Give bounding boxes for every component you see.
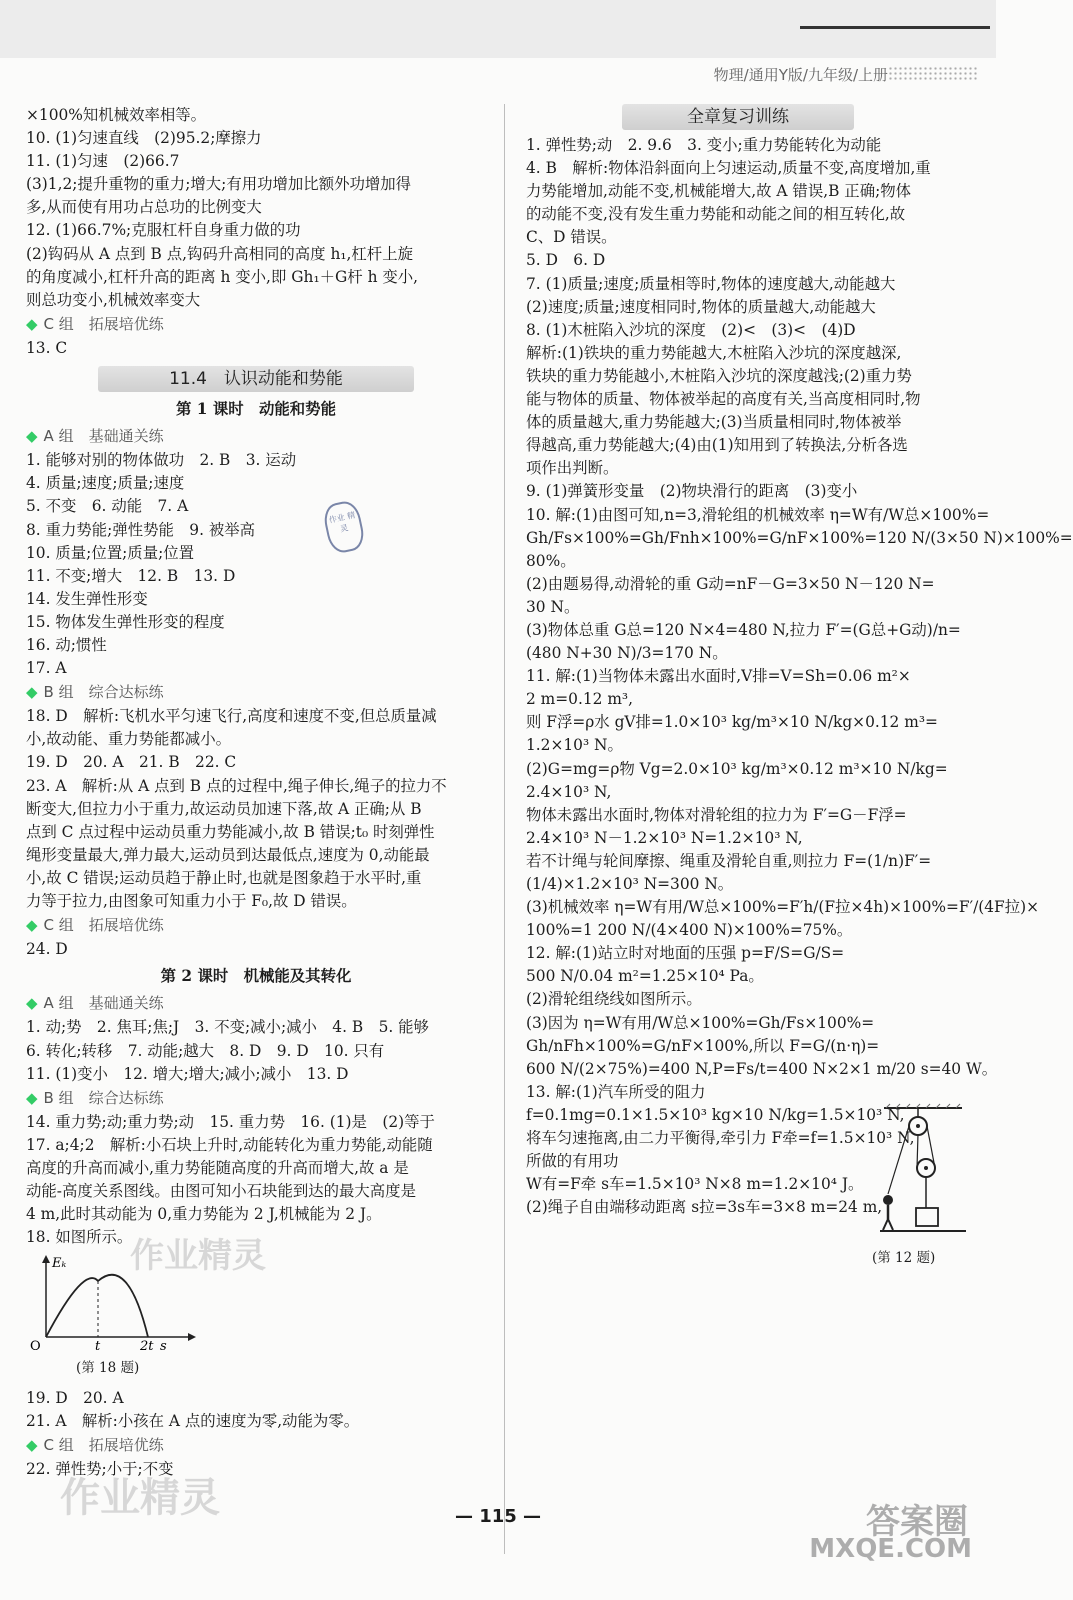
group-heading [26,681,486,704]
text-line: 2.4×10³ N, [526,782,612,801]
text-line: 2 m=0.12 m³, [526,690,633,709]
text-line: 高度的升高而减小,重力势能随高度的升高而增大,故 a 是 [26,1159,409,1178]
text-line: 多,从而使有用功占总功的比例变大 [26,198,262,217]
text-line: 17. A [26,659,67,678]
text-line: 8. (1)木桩陷入沙坑的深度 (2)< (3)< (4)D [526,320,856,339]
text-line: 19. D 20. A [26,1388,124,1407]
text-line: 10. 质量;位置;质量;位置 [26,543,195,562]
text-line: 能与物体的质量、物体被举起的高度有关,当高度相同时,物 [526,390,921,409]
text-line: Gh/nFh×100%=G/nF×100%,所以 F=G/(n·η)= [526,1036,880,1055]
text-line: (3)机械效率 η=W有用/W总×100%=F′h/(F拉×4h)×100%=F′/(4F拉)× [526,898,1040,917]
text-line: 12. 解:(1)站立时对地面的压强 p=F/S=G/S= [526,944,845,963]
text-line: 1.2×10³ N。 [526,736,623,755]
text-line: 14. 发生弹性形变 [26,589,148,608]
text-line: 1. 弹性势;动 2. 9.6 3. 变小;重力势能转化为动能 [526,136,882,154]
text-line: 1. 能够对别的物体做功 2. B 3. 运动 [26,451,297,470]
text-line: 的角度减小,杠杆升高的距离 h 变小,即 Gh₁＋G杆 h 变小, [26,267,419,286]
energy-curve [46,1275,148,1337]
text-line: (2)速度;质量;速度相同时,物体的质量越大,动能越大 [526,297,876,316]
page-number: — 115 — [454,1506,542,1527]
text-line: 600 N/(2×75%)=400 N,P=Fs/t=400 N×2×1 m/20 s=40 W。 [526,1059,998,1078]
watermark: 作业精灵 [130,1236,266,1276]
text-line: 13. 解:(1)汽车所受的阻力 [526,1082,706,1101]
group-heading [26,425,486,448]
text-line: 24. D [26,940,68,959]
text-line: f=0.1mg=0.1×1.5×10³ kg×10 N/kg=1.5×10³ N, [526,1105,905,1124]
text-line: 体的质量越大,重力势能越大;(3)当质量相同时,物体被举 [526,413,902,432]
text-line: 7. (1)质量;速度;质量相等时,物体的速度越大,动能越大 [526,274,896,293]
text-line: 则总功变小,机械效率变大 [26,290,201,309]
text-line: C、D 错误。 [526,228,617,247]
text-line: 力势能增加,动能不变,机械能增大,故 A 错误,B 正确;物体 [526,182,912,201]
text-line: 23. A 解析:从 A 点到 B 点的过程中,绳子伸长,绳子的拉力不 [26,776,447,795]
text-line: 5. 不变 6. 动能 7. A [26,497,189,516]
tick-label: 2t [140,1339,154,1355]
x-axis-label: s [160,1339,167,1355]
group-heading-label: C 组 拓展培优练 [43,314,164,333]
page-header: 物理/通用Y版/九年级/上册 [713,66,888,84]
text-line: 断变大,但拉力小于重力,故运动员加速下落,故 A 正确;从 B [26,799,422,818]
group-heading [26,1087,486,1110]
text-line: 21. A 解析:小孩在 A 点的速度为零,动能为零。 [26,1411,360,1430]
group-heading [26,992,486,1015]
text-line: 铁块的重力势能越小,木桩陷入沙坑的深度越浅;(2)重力势 [526,366,912,385]
text-line: 点到 C 点过程中运动员重力势能减小,故 B 错误;t₀ 时刻弹性 [26,822,435,841]
lesson-heading: 第 2 课时 机械能及其转化 [160,967,352,986]
diamond-icon: ◆ [26,1435,38,1454]
text-line: 500 N/0.04 m²=1.25×10⁴ Pa。 [526,967,764,986]
text-line: 16. 动;惯性 [26,635,107,654]
text-line: 13. C [26,338,68,357]
diamond-icon: ◆ [26,916,38,935]
text-line: 8. 重力势能;弹性势能 9. 被举高 [26,520,256,539]
right-column [526,104,1073,1219]
section-banner: 全章复习训练 [622,104,854,130]
diamond-icon: ◆ [26,994,38,1013]
text-line: 14. 重力势;动;重力势;动 15. 重力势 16. (1)是 (2)等于 [26,1112,435,1131]
text-line: 解析:(1)铁块的重力势能越大,木桩陷入沙坑的深度越深, [526,343,902,362]
top-band [0,0,996,58]
text-line: (3)因为 η=W有用/W总×100%=Gh/Fs×100%= [526,1013,875,1032]
text-line: 5. D 6. D [526,251,606,270]
group-heading [26,914,486,937]
text-line: (3)1,2;提升重物的重力;增大;有用功增加比额外功增加得 [26,175,412,194]
y-axis-arrow [42,1255,50,1263]
text-line: 4. 质量;速度;质量;速度 [26,474,185,493]
text-line: 11. 不变;增大 12. B 13. D [26,566,236,585]
group-heading-label: A 组 基础通关练 [43,427,164,446]
text-line: 项作出判断。 [526,459,619,478]
group-heading-label: C 组 拓展培优练 [43,916,164,935]
y-axis-label: Eₖ [52,1256,67,1272]
header-dots-decoration [888,66,978,82]
text-line: Gh/Fs×100%=Gh/Fnh×100%=G/nF×100%=120 N/(3×50 N)×100%= [526,528,1073,547]
text-line: 100%=1 200 N/(4×400 N)×100%=75%。 [526,921,853,940]
text-line: W有=F牵 s车=1.5×10³ N×8 m=1.2×10⁴ J。 [526,1175,864,1194]
diamond-icon: ◆ [26,683,38,702]
text-line: ×100%知机械效率相等。 [26,106,207,124]
tick-label: t [95,1339,101,1355]
diamond-icon: ◆ [26,314,38,333]
text-line: 11. 解:(1)当物体未露出水面时,V排=V=Sh=0.06 m²× [526,667,911,686]
diamond-icon: ◆ [26,427,38,446]
text-line: 若不计绳与轮间摩擦、绳重及滑轮自重,则拉力 F=(1/n)F′= [526,851,932,870]
text-line: 10. (1)匀速直线 (2)95.2;摩擦力 [26,129,262,148]
text-line: 6. 转化;转移 7. 动能;越大 8. D 9. D 10. 只有 [26,1041,385,1060]
group-heading-label: B 组 综合达标练 [43,683,164,702]
text-line: 12. (1)66.7%;克服杠杆自身重力做的功 [26,221,301,240]
text-line: 小,故 C 错误;运动员趋于静止时,也就是图象趋于水平时,重 [26,868,422,887]
pulley-figure [880,1104,966,1234]
text-line: 22. 弹性势;小于;不变 [26,1459,174,1478]
text-line: 将车匀速拖离,由二力平衡得,牵引力 F牵=f=1.5×10³ N, [526,1129,915,1148]
text-line: 物体未露出水面时,物体对滑轮组的拉力为 F′=G－F浮= [526,805,907,824]
top-rule [800,26,990,29]
text-line: (2)钩码从 A 点到 B 点,钩码升高相同的高度 h₁,杠杆上旋 [26,244,413,263]
text-line: 11. (1)变小 12. 增大;增大;减小;减小 13. D [26,1064,349,1083]
text-line: 所做的有用功 [526,1152,619,1171]
origin-label: O [30,1339,41,1355]
text-line: 小,故动能、重力势能都减小。 [26,730,231,749]
column-divider [504,104,505,1554]
figure-caption: (第 18 题) [76,1360,140,1377]
watermark-url: MXQE.COM [809,1534,972,1564]
text-line: (1/4)×1.2×10³ N=300 N。 [526,875,734,893]
text-line: 10. 解:(1)由图可知,n=3,滑轮组的机械效率 η=W有/W总×100%= [526,505,990,524]
text-line: 绳形变量最大,弹力最大,运动员到达最低点,速度为 0,动能最 [26,845,430,864]
group-heading-label: B 组 综合达标练 [43,1088,164,1107]
lesson-heading: 第 1 课时 动能和势能 [176,400,336,419]
text-line: (2)由题易得,动滑轮的重 G动=nF－G=3×50 N－120 N= [526,574,935,593]
text-line: (2)绳子自由端移动距离 s拉=3s车=3×8 m=24 m, [526,1198,883,1217]
text-line: (480 N+30 N)/3=170 N。 [526,644,728,663]
text-line: 30 N。 [526,597,580,616]
text-line: (3)物体总重 G总=120 N×4=480 N,拉力 F′=(G总+G动)/n= [526,620,961,639]
group-heading [26,1434,486,1457]
text-line: 4 m,此时其动能为 0,重力势能为 2 J,机械能为 2 J。 [26,1205,382,1224]
group-heading-label: A 组 基础通关练 [43,994,164,1013]
text-line: 力等于拉力,由图象可知重力小于 F₀,故 D 错误。 [26,892,357,910]
group-heading [26,313,486,336]
text-line: 2.4×10³ N－1.2×10³ N=1.2×10³ N, [526,828,803,847]
text-line: 19. D 20. A 21. B 22. C [26,753,237,772]
diamond-icon: ◆ [26,1088,38,1107]
watermark-logo: 答案圈 [866,1502,968,1542]
text-line: 9. (1)弹簧形变量 (2)物块滑行的距离 (3)变小 [526,482,858,501]
section-banner: 11.4 认识动能和势能 [98,366,414,392]
stamp-seal: 作业 精灵 [321,499,367,555]
text-line: (2)滑轮组绕线如图所示。 [526,990,702,1009]
text-line: 11. (1)匀速 (2)66.7 [26,152,180,171]
watermark: 作业精灵 [60,1475,220,1521]
figure-12-caption: (第 12 题) [872,1250,936,1266]
text-line: 4. B 解析:物体沿斜面向上匀速运动,质量不变,高度增加,重 [526,159,931,178]
group-heading-label: C 组 拓展培优练 [43,1435,164,1454]
text-line: 则 F浮=ρ水 gV排=1.0×10³ kg/m³×10 N/kg×0.12 m³= [526,713,938,732]
text-line: 80%。 [526,551,576,570]
x-axis-arrow [188,1333,196,1341]
text-line: 动能-高度关系图线。由图可知小石块能到达的最大高度是 [26,1182,416,1201]
text-line: 1. 动;势 2. 焦耳;焦;J 3. 不变;减小;减小 4. B 5. 能够 [26,1018,429,1037]
text-line: 的动能不变,没有发生重力势能和动能之间的相互转化,故 [526,205,906,224]
text-line: 18. 如图所示。 [26,1228,133,1247]
text-line: (2)G=mg=ρ物 Vg=2.0×10³ kg/m³×0.12 m³×10 N/kg= [526,759,948,778]
text-line: 18. D 解析:飞机水平匀速飞行,高度和速度不变,但总质量减 [26,707,437,726]
text-line: 15. 物体发生弹性形变的程度 [26,612,225,631]
text-line: 17. a;4;2 解析:小石块上升时,动能转化为重力势能,动能随 [26,1135,433,1154]
text-line: 得越高,重力势能越大;(4)由(1)知用到了转换法,分析各选 [526,436,908,455]
